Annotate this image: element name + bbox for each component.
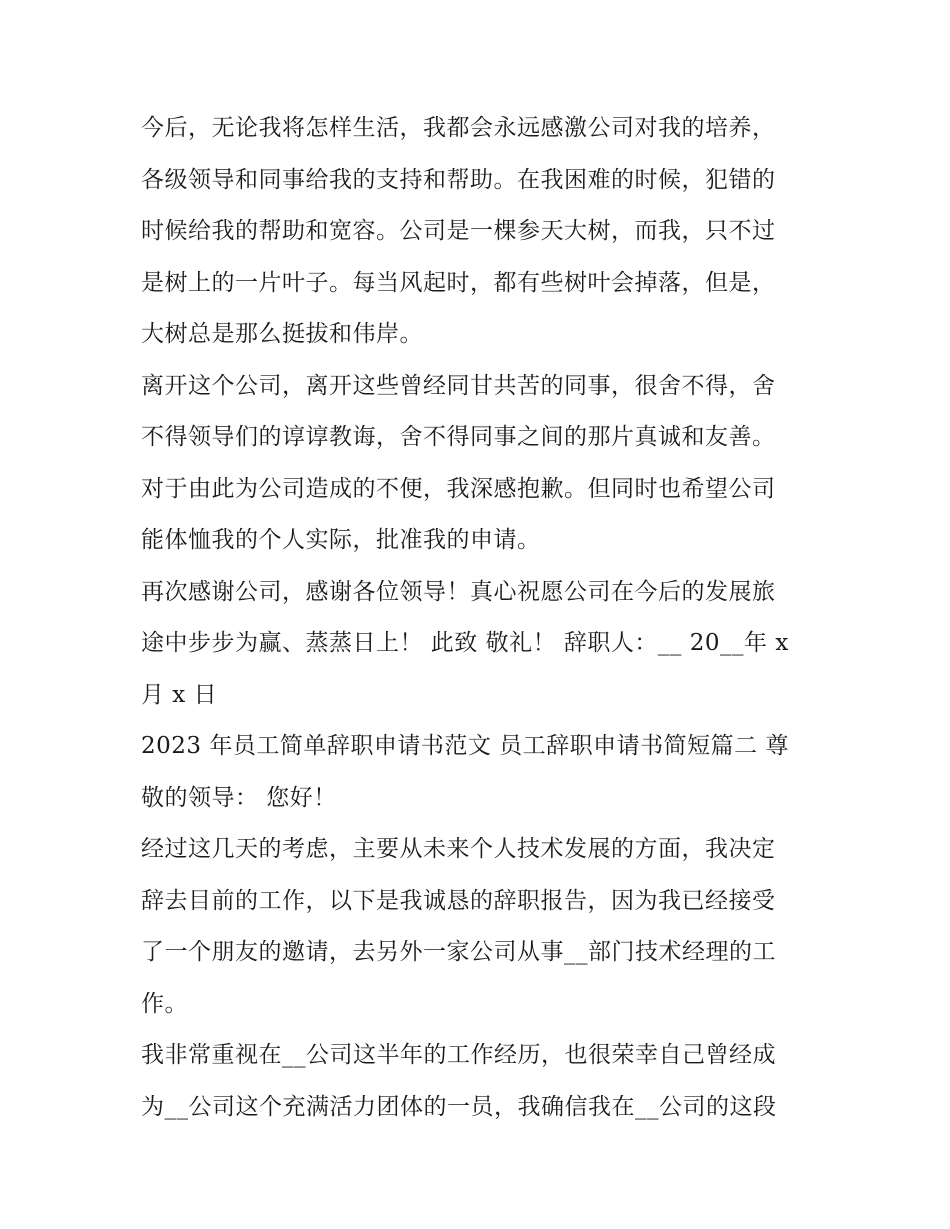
text-line: 各级领导和同事给我的支持和帮助。在我困难的时候，犯错的	[141, 166, 776, 193]
text-line: 是树上的一片叶子。每当风起时，都有些树叶会掉落，但是，	[141, 269, 776, 296]
text-line: 我非常重视在__公司这半年的工作经历，也很荣幸自己曾经成	[141, 1042, 776, 1068]
text-line: 月 x 日	[141, 681, 218, 708]
text-line: 不得领导们的谆谆教诲，舍不得同事之间的那片真诚和友善。	[141, 424, 776, 450]
text-line: 离开这个公司，离开这些曾经同甘共苦的同事，很舍不得，舍	[141, 372, 776, 399]
text-line: 再次感谢公司，感谢各位领导！真心祝愿公司在今后的发展旅	[141, 578, 776, 605]
text-line: 能体恤我的个人实际，批准我的申请。	[141, 527, 541, 553]
text-line: 今后，无论我将怎样生活，我都会永远感激公司对我的培养，	[141, 115, 776, 141]
text-line: 辞去目前的工作，以下是我诚恳的辞职报告，因为我已经接受	[141, 887, 776, 914]
text-line: 2023 年员工简单辞职申请书范文 员工辞职申请书简短篇二 尊	[141, 733, 789, 759]
text-line: 对于由此为公司造成的不便，我深感抱歉。但同时也希望公司	[141, 475, 776, 502]
text-line: 途中步步为赢、蒸蒸日上！ 此致 敬礼！ 辞职人：__ 20__年 x	[141, 630, 789, 656]
text-line: 大树总是那么挺拔和伟岸。	[141, 321, 423, 347]
text-line: 作。	[141, 990, 188, 1017]
text-line: 了一个朋友的邀请，去另外一家公司从事__部门技术经理的工	[141, 939, 776, 965]
document-body	[141, 103, 813, 1133]
text-line: 敬的领导： 您好！	[141, 784, 337, 811]
text-line: 为__公司这个充满活力团体的一员，我确信我在__公司的这段	[141, 1093, 777, 1120]
text-line: 经过这几天的考虑，主要从未来个人技术发展的方面，我决定	[141, 836, 776, 862]
text-line: 时候给我的帮助和宽容。公司是一棵参天大树，而我，只不过	[141, 218, 776, 244]
